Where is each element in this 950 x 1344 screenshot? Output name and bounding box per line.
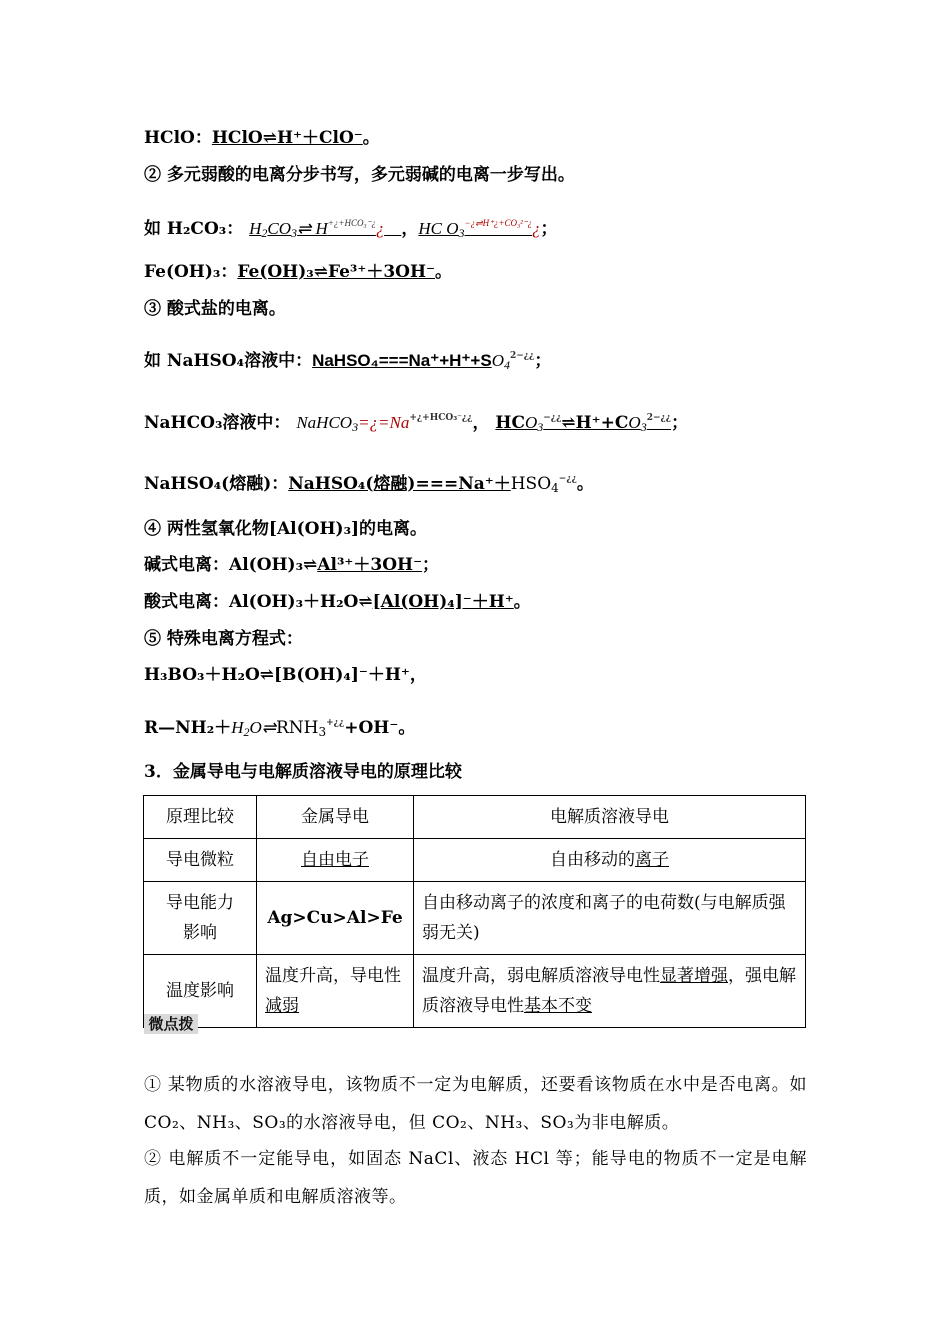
feoh3-equation: Fe(OH)₃⇌Fe³⁺＋3OH⁻ — [237, 262, 436, 282]
nahco3-equation-2 — [495, 413, 671, 433]
h2co3-end: ； — [540, 219, 558, 239]
melt-equation: NaHSO₄(熔融)===Na⁺＋ — [288, 474, 511, 494]
nahso4-o: O — [491, 351, 504, 370]
h2co3-comma: ， — [401, 219, 419, 239]
acid-ionization-line — [144, 591, 531, 613]
eq2-end-char: ¿ — [532, 219, 541, 238]
base-ionization-line — [144, 554, 439, 576]
eq2-sup2: 2−¿¿ — [646, 413, 672, 423]
nahco3-eq1-sub: 3 — [352, 420, 359, 434]
solution-particle-prefix: 自由移动的 — [550, 850, 635, 870]
eq1-co: CO — [267, 219, 292, 238]
rnh2-end: 。 — [398, 718, 416, 738]
rnh2-sub2: 2 — [243, 725, 250, 739]
rnh2-rnh: RNH — [276, 718, 319, 738]
eq2-sup: −¿⇌H⁺¿+CO₃²⁻¿ — [464, 218, 533, 228]
eq2-sub3b: 3 — [640, 420, 647, 434]
rule-5: ⑤ 特殊电离方程式： — [144, 629, 303, 649]
eq2-hco: HC O — [418, 219, 459, 238]
row3-metal-b: 减弱 — [265, 996, 299, 1016]
h2co3-line — [144, 212, 558, 244]
eq2-hc: HC — [495, 413, 525, 433]
nahso4-end: ； — [534, 351, 552, 371]
nahso4-sup: 2−¿¿ — [509, 351, 535, 361]
nahco3-prefix: NaHCO₃溶液中： — [144, 413, 291, 433]
rnh2-a: R—NH₂＋ — [144, 718, 232, 738]
metal-particle: 自由电子 — [301, 850, 369, 870]
melt-sub4: 4 — [551, 481, 559, 495]
rnh2-h: H — [231, 718, 244, 737]
solution-particle: 离子 — [635, 850, 669, 870]
nahso4-sub4: 4 — [503, 358, 510, 372]
table-cell — [257, 839, 414, 882]
feoh3-end: 。 — [435, 262, 453, 282]
nahso4-prefix: 如 NaHSO₄溶液中： — [144, 351, 313, 371]
nahso4-equation: NaHSO₄===Na⁺+H⁺+S — [312, 351, 492, 370]
table-cell: Ag>Cu>Al>Fe — [257, 882, 414, 955]
header-cell: 原理比较 — [144, 796, 257, 839]
row2-label-b: 影响 — [183, 923, 217, 943]
row3-sol-a: 温度升高，弱电解质溶液导电性 — [422, 966, 660, 986]
eq2-o2: O — [628, 413, 641, 432]
nahco3-end: ； — [671, 413, 689, 433]
table-cell — [414, 955, 806, 1028]
base-equation: Al³⁺＋3OH⁻ — [317, 555, 423, 575]
rnh2-oh: +OH⁻ — [344, 718, 399, 738]
row2-label-a: 导电能力 — [166, 893, 234, 913]
table-cell: 温度影响 — [144, 955, 257, 1028]
table-row — [144, 839, 806, 882]
table-row — [144, 882, 806, 955]
base-label: 碱式电离：Al(OH)₃⇌ — [144, 555, 318, 575]
hclo-end: 。 — [362, 128, 380, 148]
tip-badge: 微点拨 — [144, 1014, 198, 1034]
eq2-arrow: ⇌H⁺+C — [561, 413, 629, 433]
header-cell: 金属导电 — [257, 796, 414, 839]
rule-4: ④ 两性氢氧化物[Al(OH)₃]的电离。 — [144, 519, 428, 539]
melt-prefix: NaHSO₄(熔融)： — [144, 474, 289, 494]
h3bo3-line: H₃BO₃＋H₂O⇌[B(OH)₄]⁻＋H⁺， — [144, 665, 427, 685]
nahco3-comma: ， — [472, 413, 490, 433]
eq2-o: O — [524, 413, 538, 432]
acid-equation: [Al(OH)₄]⁻＋H⁺ — [372, 592, 514, 612]
h2co3-equation-1 — [249, 219, 401, 238]
nahco3-eq1-mid: =¿=Na — [358, 413, 410, 432]
rnh2-sub3: 3 — [318, 725, 327, 739]
table-row — [144, 955, 806, 1028]
melt-line — [144, 468, 594, 499]
melt-end: 。 — [576, 474, 594, 494]
nahso4-line — [144, 345, 551, 376]
nahco3-eq1-sup: +¿+HCO₃⁻¿¿ — [409, 413, 473, 423]
base-end: ； — [422, 555, 440, 575]
table-header-row — [144, 796, 806, 839]
eq1-arrow-h: ⇌ H — [297, 219, 328, 238]
rule-3: ③ 酸式盐的电离。 — [144, 299, 286, 319]
eq1-h: H — [249, 219, 262, 238]
row3-sol-b: 显著增强 — [660, 966, 728, 986]
comparison-table — [143, 795, 806, 1028]
melt-sup: −¿¿ — [558, 474, 577, 484]
eq2-sub3: 3 — [537, 420, 544, 434]
rnh2-o-arrow: O⇌ — [249, 718, 276, 737]
nahco3-eq1: NaHCO — [296, 413, 353, 432]
eq1-sub2: 2 — [261, 226, 268, 240]
eq2-sub3: 3 — [458, 226, 465, 240]
feoh3-line — [144, 261, 452, 283]
feoh3-label: Fe(OH)₃： — [144, 262, 238, 282]
acid-end: 。 — [513, 592, 531, 612]
h2co3-prefix: 如 H₂CO₃： — [144, 219, 244, 239]
eq1-sup: +¿+HCO₃⁻¿ — [327, 218, 376, 228]
header-cell: 电解质溶液导电 — [414, 796, 806, 839]
table-cell — [144, 882, 257, 955]
table-cell: 自由移动离子的浓度和离子的电荷数(与电解质强弱无关) — [414, 882, 806, 955]
hclo-equation: HClO⇌H⁺＋ClO⁻ — [211, 128, 363, 148]
nahco3-line — [144, 407, 688, 438]
rnh2-sup: +¿¿ — [326, 718, 345, 728]
melt-hso: HSO — [510, 474, 552, 494]
note-2: ② 电解质不一定能导电，如固态 NaCl、液态 HCl 等；能导电的物质不一定是电解质，如金属单质和电解质溶液等。 — [144, 1149, 807, 1207]
acid-label: 酸式电离：Al(OH)₃＋H₂O⇌ — [144, 592, 373, 612]
row3-sol-c: ，强电解质溶液导电性 — [422, 966, 796, 1016]
hclo-label: HClO： — [144, 128, 212, 148]
eq1-sub3: 3 — [291, 226, 298, 240]
row3-sol-d: 基本不变 — [524, 996, 592, 1016]
section-3-heading: 3．金属导电与电解质溶液导电的原理比较 — [144, 762, 462, 782]
table-cell — [414, 839, 806, 882]
table-cell: 导电微粒 — [144, 839, 257, 882]
hclo-line — [144, 127, 380, 149]
eq1-end-char: ¿ — [375, 219, 385, 238]
row3-metal-a: 温度升高，导电性 — [265, 966, 401, 986]
rule-2: ② 多元弱酸的电离分步书写，多元弱碱的电离一步写出。 — [144, 165, 575, 185]
rnh2-line — [144, 712, 415, 743]
note-1: ① 某物质的水溶液导电，该物质不一定为电解质，还要看该物质在水中是否电离。如 CO₂、NH₃、SO₃的水溶液导电，但 CO₂、NH₃、SO₃为非电解质。 — [144, 1075, 807, 1133]
eq2-sup: −¿¿ — [543, 413, 562, 423]
table-cell — [257, 955, 414, 1028]
h2co3-equation-2 — [418, 219, 540, 238]
